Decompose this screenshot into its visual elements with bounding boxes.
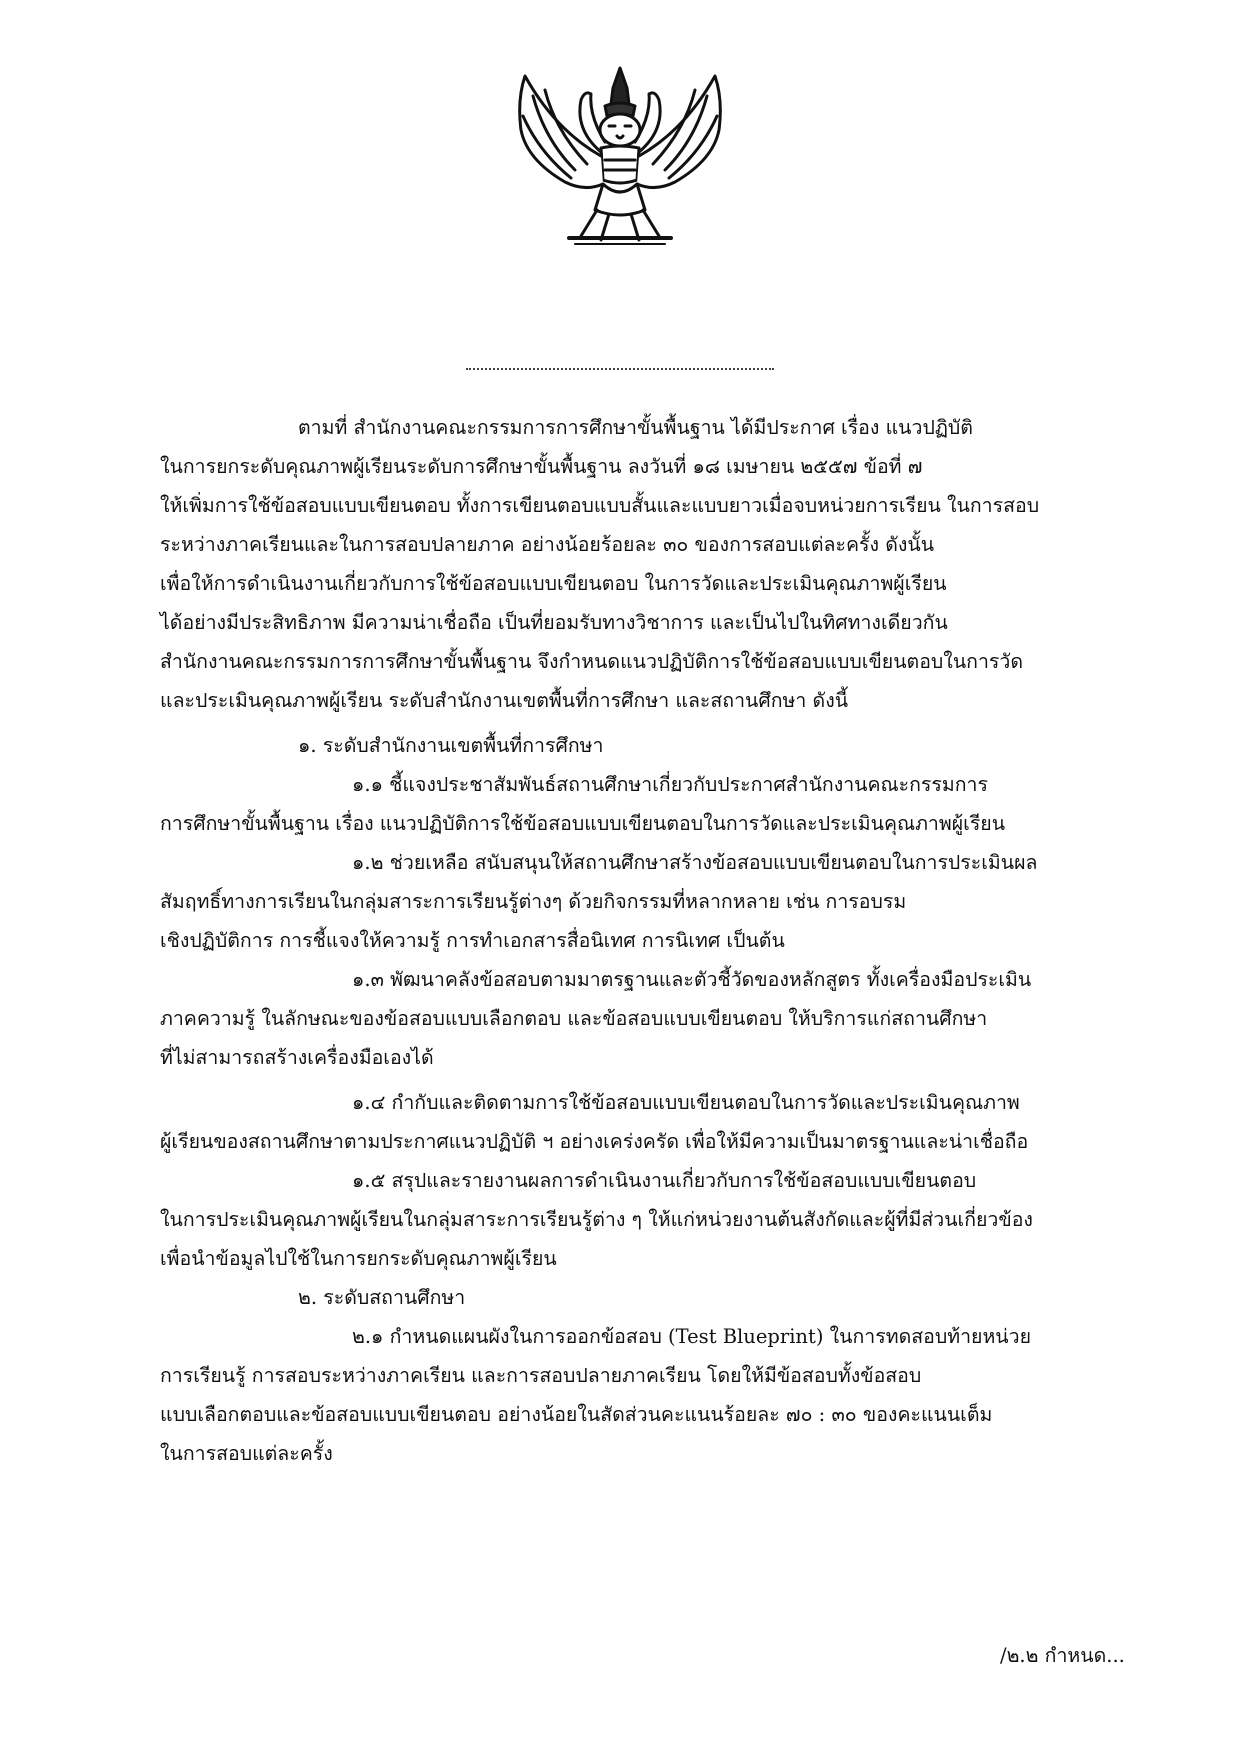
section-heading: ๑. ระดับสำนักงานเขตพื้นที่การศึกษา — [298, 734, 604, 757]
body-line: ได้อย่างมีประสิทธิภาพ มีความน่าเชื่อถือ เป็นที่ยอมรับทางวิชาการ และเป็นไปในทิศทางเดียวกัน — [160, 611, 948, 634]
body-line: การเรียนรู้ การสอบระหว่างภาคเรียน และการสอบปลายภาคเรียน โดยให้มีข้อสอบทั้งข้อสอบ — [160, 1364, 922, 1387]
body-line: แบบเลือกตอบและข้อสอบแบบเขียนตอบ อย่างน้อยในสัดส่วนคะแนนร้อยละ ๗๐ : ๓๐ ของคะแนนเต็ม — [160, 1403, 993, 1426]
body-line: ๑.๒ ช่วยเหลือ สนับสนุนให้สถานศึกษาสร้างข้อสอบแบบเขียนตอบในการประเมินผล — [352, 851, 1038, 874]
body-line: เพื่อให้การดำเนินงานเกี่ยวกับการใช้ข้อสอบแบบเขียนตอบ ในการวัดและประเมินคุณภาพผู้เรียน — [160, 572, 947, 595]
body-line: ในการยกระดับคุณภาพผู้เรียนระดับการศึกษาขั้นพื้นฐาน ลงวันที่ ๑๘ เมษายน ๒๕๕๗ ข้อที่ ๗ — [160, 455, 923, 478]
body-line: ที่ไม่สามารถสร้างเครื่องมือเองได้ — [160, 1046, 434, 1069]
section-heading: ๒. ระดับสถานศึกษา — [298, 1286, 466, 1309]
continuation-note: /๒.๒ กำหนด... — [1000, 1644, 1125, 1667]
body-line: ในการสอบแต่ละครั้ง — [160, 1442, 333, 1465]
body-line: สัมฤทธิ์ทางการเรียนในกลุ่มสาระการเรียนรู้ต่างๆ ด้วยกิจกรรมที่หลากหลาย เช่น การอบรม — [160, 890, 907, 913]
body-line: ๒.๑ กำหนดแผนผังในการออกข้อสอบ (Test Blueprint) ในการทดสอบท้ายหน่วย — [352, 1325, 1032, 1348]
body-line: และประเมินคุณภาพผู้เรียน ระดับสำนักงานเขตพื้นที่การศึกษา และสถานศึกษา ดังนี้ — [160, 689, 849, 712]
title-dotted-divider — [466, 368, 774, 370]
body-line: ให้เพิ่มการใช้ข้อสอบแบบเขียนตอบ ทั้งการเขียนตอบแบบสั้นและแบบยาวเมื่อจบหน่วยการเรียน ในการสอบ — [160, 494, 1040, 517]
garuda-emblem-icon — [505, 60, 735, 250]
body-line: ๑.๓ พัฒนาคลังข้อสอบตามมาตรฐานและตัวชี้วัดของหลักสูตร ทั้งเครื่องมือประเมิน — [352, 968, 1032, 991]
body-line: ระหว่างภาคเรียนและในการสอบปลายภาค อย่างน้อยร้อยละ ๓๐ ของการสอบแต่ละครั้ง ดังนั้น — [160, 533, 935, 556]
body-line: เพื่อนำข้อมูลไปใช้ในการยกระดับคุณภาพผู้เรียน — [160, 1247, 557, 1270]
body-line: ตามที่ สำนักงานคณะกรรมการการศึกษาขั้นพื้นฐาน ได้มีประกาศ เรื่อง แนวปฏิบัติ — [298, 416, 973, 439]
body-line: เชิงปฏิบัติการ การชี้แจงให้ความรู้ การทำเอกสารสื่อนิเทศ การนิเทศ เป็นต้น — [160, 929, 785, 952]
body-line: ๑.๑ ชี้แจงประชาสัมพันธ์สถานศึกษาเกี่ยวกับประกาศสำนักงานคณะกรรมการ — [352, 773, 988, 796]
body-line: ในการประเมินคุณภาพผู้เรียนในกลุ่มสาระการเรียนรู้ต่าง ๆ ให้แก่หน่วยงานต้นสังกัดและผู้ที่มีส่วนเกี่ยวข้อง — [160, 1208, 1033, 1231]
body-line: ภาคความรู้ ในลักษณะของข้อสอบแบบเลือกตอบ และข้อสอบแบบเขียนตอบ ให้บริการแก่สถานศึกษา — [160, 1007, 988, 1030]
body-line: การศึกษาขั้นพื้นฐาน เรื่อง แนวปฏิบัติการใช้ข้อสอบแบบเขียนตอบในการวัดและประเมินคุณภาพผู้เรียน — [160, 812, 1006, 835]
body-line: ผู้เรียนของสถานศึกษาตามประกาศแนวปฏิบัติ ฯ อย่างเคร่งครัด เพื่อให้มีความเป็นมาตรฐานและน่าเชื่อถือ — [160, 1130, 1029, 1153]
body-line: ๑.๔ กำกับและติดตามการใช้ข้อสอบแบบเขียนตอบในการวัดและประเมินคุณภาพ — [352, 1091, 1020, 1114]
body-line: ๑.๕ สรุปและรายงานผลการดำเนินงานเกี่ยวกับการใช้ข้อสอบแบบเขียนตอบ — [352, 1169, 977, 1192]
body-line: สำนักงานคณะกรรมการการศึกษาขั้นพื้นฐาน จึงกำหนดแนวปฏิบัติการใช้ข้อสอบแบบเขียนตอบในการวัด — [160, 650, 1023, 673]
